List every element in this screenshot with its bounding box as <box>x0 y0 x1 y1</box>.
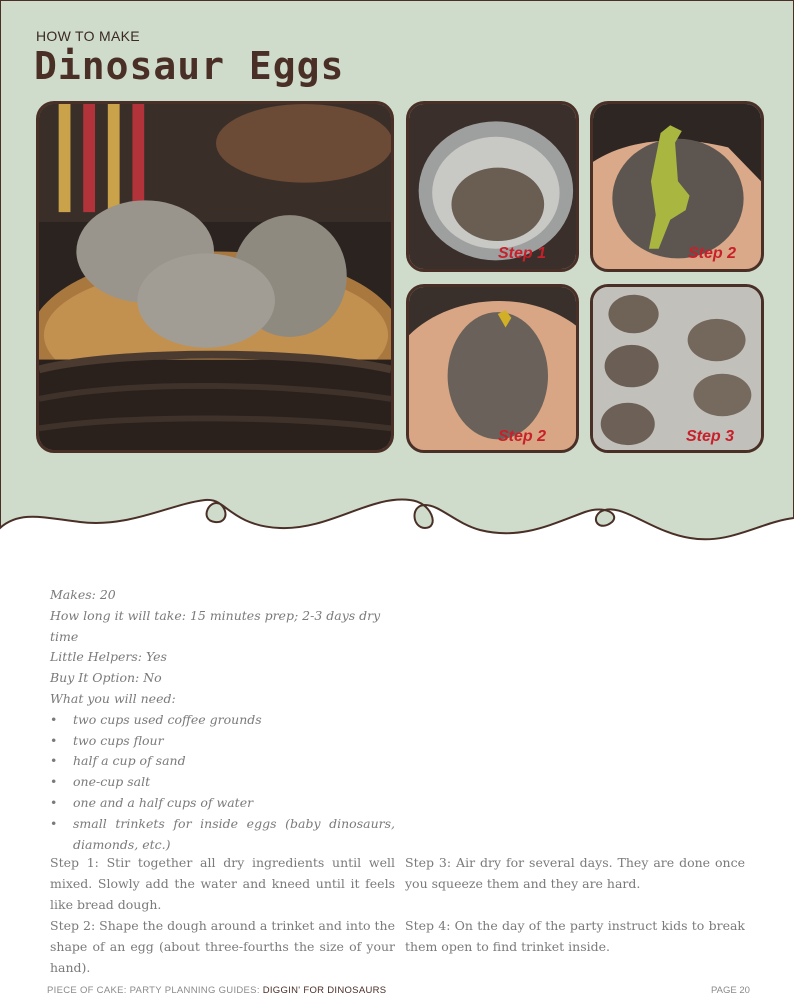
footer-prefix: PIECE OF CAKE: PARTY PLANNING GUIDES: <box>47 985 263 996</box>
footer-guide-title <box>47 985 386 996</box>
hand-egg-image <box>409 287 576 450</box>
footer-accent: DIGGIN' FOR DINOSAURS <box>262 985 387 996</box>
step-3-text: Step 3: Air dry for several days. They are done once you squeeze them and they are hard. <box>405 855 745 891</box>
caption-step1: Step 1 <box>498 245 547 262</box>
drying-eggs-image <box>593 287 761 450</box>
step-1-text: Step 1: Stir together all dry ingredients until well mixed. Slowly add the water and kneed until it feels like bread dough. <box>50 855 395 912</box>
photo-step2-egg <box>406 284 579 453</box>
caption-step3: Step 3 <box>686 428 735 445</box>
photo-egg-basket <box>36 101 394 453</box>
ingredient-list <box>50 710 395 856</box>
bowl-image <box>409 104 576 269</box>
list-item: • one and a half cups of water <box>50 794 254 810</box>
list-item: • two cups flour <box>50 732 164 748</box>
need-label: What you will need: <box>50 690 176 706</box>
photo-step1-bowl <box>406 101 579 272</box>
photo-step3-drying <box>590 284 764 453</box>
helpers-line: Little Helpers: Yes <box>50 649 167 665</box>
makes-line: Makes: 20 <box>50 587 116 602</box>
recipe-details <box>50 585 395 855</box>
caption-step2b: Step 2 <box>498 428 547 445</box>
time-line: How long it will take: 15 minutes prep; 2-3 days dry time <box>50 607 381 644</box>
photo-step2-dinosaur <box>590 101 764 272</box>
step-4-text: Step 4: On the day of the party instruct kids to break them open to find trinket inside. <box>405 918 745 954</box>
step-2-text: Step 2: Shape the dough around a trinket and into the shape of an egg (about three-fourths the size of your hand). <box>50 918 395 975</box>
buy-option-line: Buy It Option: No <box>50 670 162 686</box>
list-item: • two cups used coffee grounds <box>50 711 262 727</box>
egg-basket-image <box>39 104 391 450</box>
page-kicker: HOW TO MAKE <box>36 28 140 44</box>
page-title: Dinosaur Eggs <box>34 44 345 88</box>
list-item: • small trinkets for inside eggs (baby dinosaurs, diamonds, etc.) <box>50 815 395 852</box>
list-item: • one-cup salt <box>50 774 151 790</box>
page-number: PAGE 20 <box>711 985 750 996</box>
list-item: • half a cup of sand <box>50 753 186 769</box>
caption-step2a: Step 2 <box>688 245 737 262</box>
